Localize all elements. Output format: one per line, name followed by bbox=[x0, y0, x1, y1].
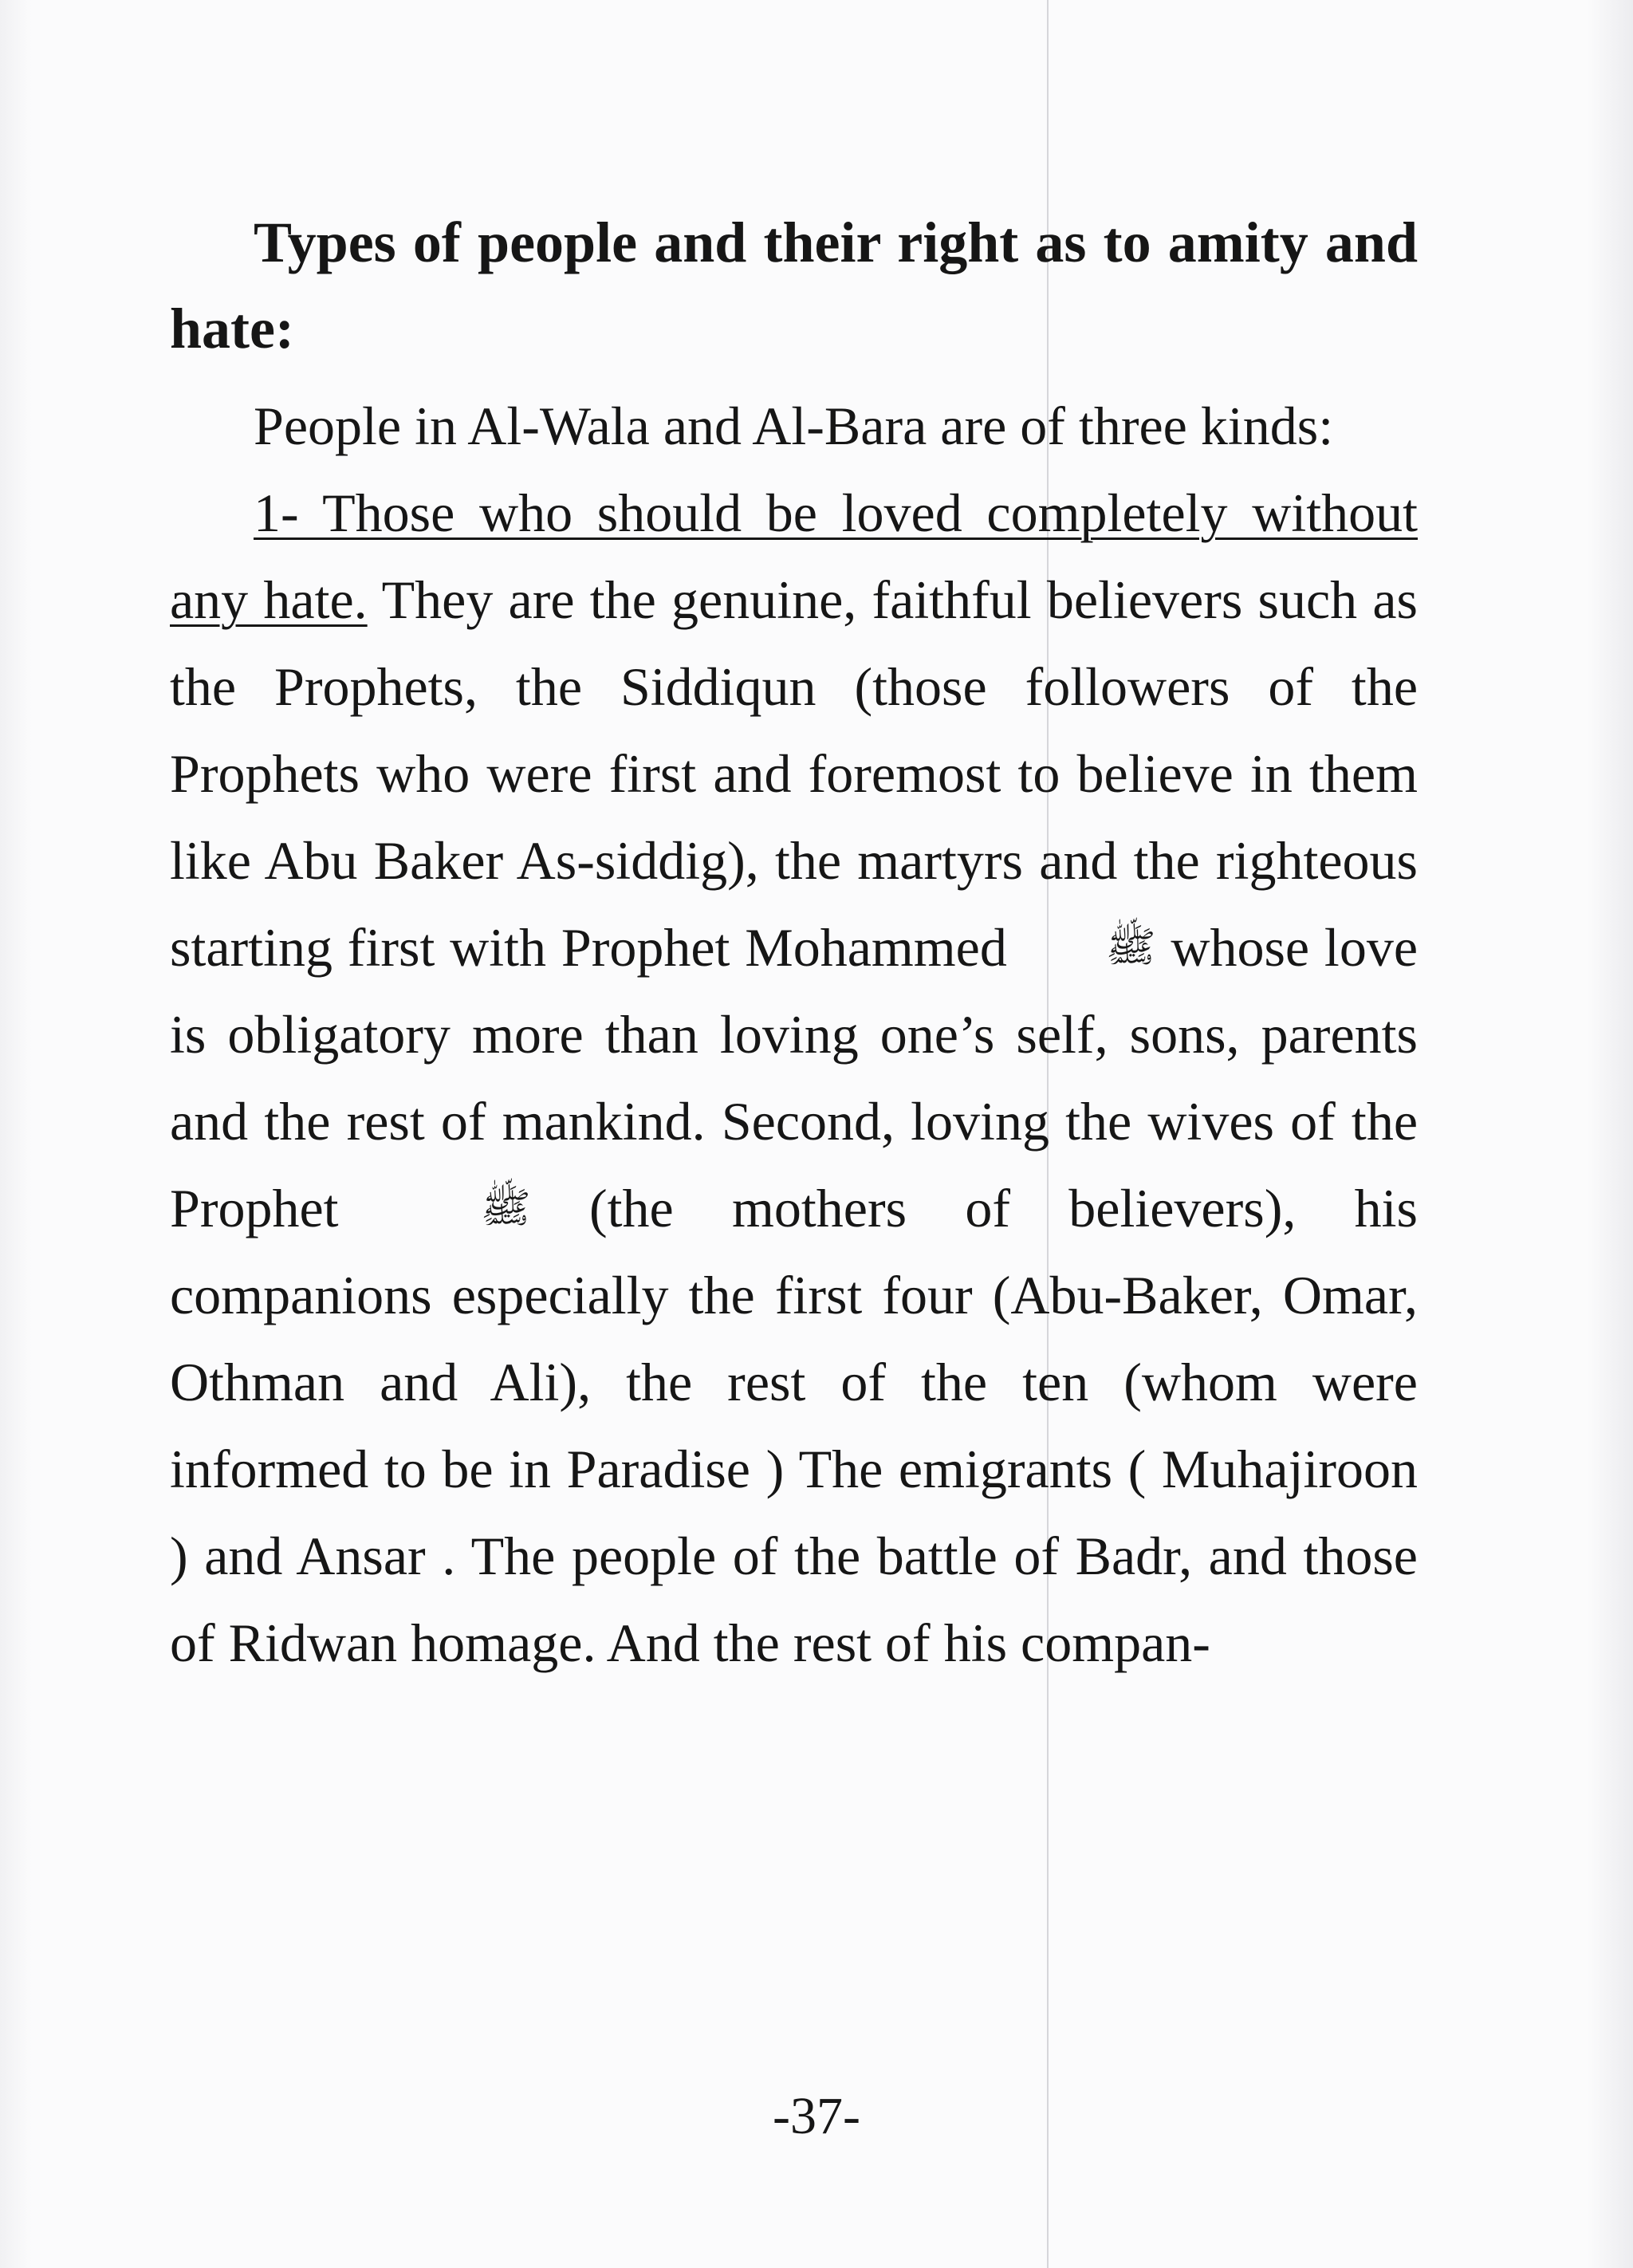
page-number: -37- bbox=[773, 2087, 860, 2145]
paragraph-text-part-c: (the mothers of believers), his companions especially the first four (Abu-Baker, Omar, Othman and Ali), the rest of the ten (whom were informed to be in Paradise ) The emigrants ( Muhajiroon ) and Ansar . The people of the battle of Badr, and those of Ridwan homage. And the rest of his compan- bbox=[170, 1178, 1419, 1673]
section-heading: Types of people and their right as to amity and hate: bbox=[170, 211, 1418, 360]
paragraph-text-part-b: whose love is obligatory more than loving one’s self, sons, parents and the rest of mankind. Second, loving the wives of the Prophet bbox=[170, 917, 1418, 1238]
paragraph-text-part-a: They are the genuine, faithful believers such as the Prophets, the Siddiqun (those followers of the Prophets who were first and foremost to believe in them like Abu Baker As-siddig), the martyrs and the righteous starting first with Prophet Mohammed bbox=[170, 569, 1419, 978]
category-1-title: 1- Those who should be loved completely without any hate. bbox=[170, 482, 1418, 630]
page-content bbox=[170, 199, 1418, 1687]
salawat-honorific-icon: ﷺ bbox=[1105, 923, 1156, 971]
category-1-paragraph bbox=[170, 470, 1418, 1687]
salawat-honorific-icon-2: ﷺ bbox=[480, 1184, 531, 1232]
intro-paragraph: People in Al-Wala and Al-Bara are of three kinds: bbox=[254, 396, 1334, 456]
